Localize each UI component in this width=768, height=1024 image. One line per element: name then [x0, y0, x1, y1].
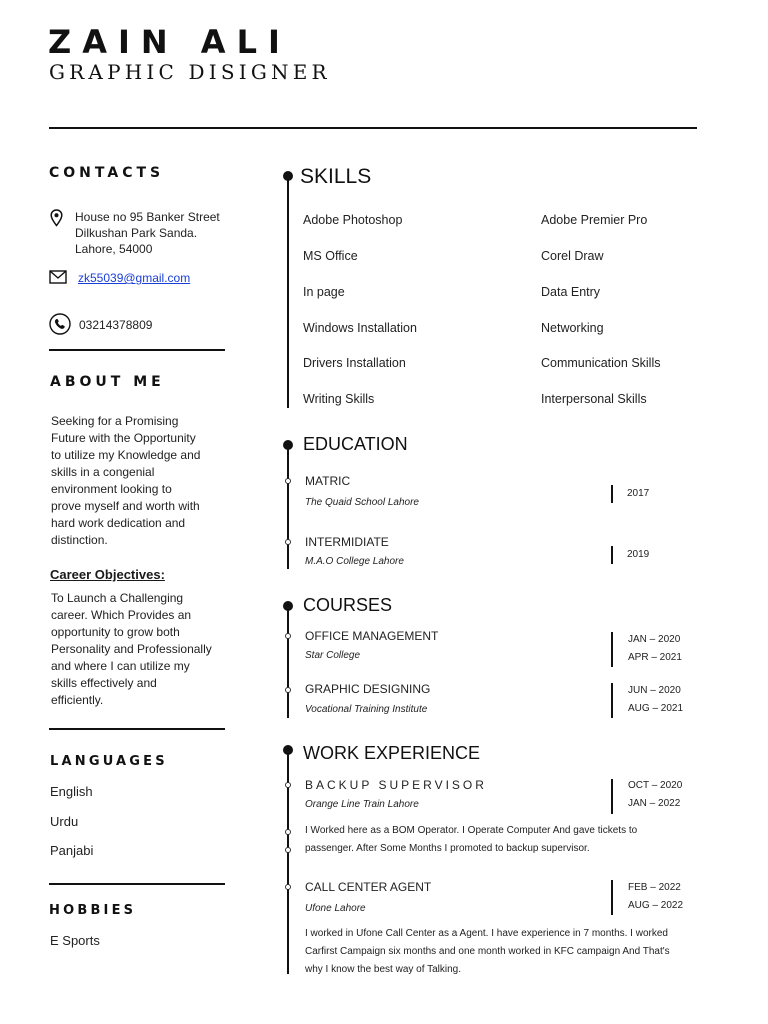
objectives-line: Personality and Professionally: [51, 642, 212, 656]
timeline-node: [285, 782, 291, 788]
address: [75, 209, 220, 257]
objectives-title: Career Objectives:: [50, 567, 165, 582]
job-company: Orange Line Train Lahore: [305, 799, 419, 810]
job-start-date: OCT – 2020: [628, 780, 683, 791]
skill-item: Interpersonal Skills: [541, 392, 647, 406]
timeline-node: [285, 478, 291, 484]
objectives-text: [51, 590, 212, 709]
about-line: prove myself and worth with: [51, 499, 200, 513]
job-end-date: JAN – 2022: [628, 798, 681, 809]
course-start-date: JUN – 2020: [628, 685, 681, 696]
objectives-line: skills effectively and: [51, 676, 157, 690]
skill-item: Adobe Photoshop: [303, 213, 403, 227]
about-line: hard work dedication and: [51, 516, 186, 530]
left-divider: [49, 883, 225, 885]
course-institute: Vocational Training Institute: [305, 704, 428, 715]
language-item: Panjabi: [50, 843, 94, 858]
about-text: [51, 413, 200, 549]
timeline-node: [285, 884, 291, 890]
mail-icon: [49, 270, 67, 284]
work-title: WORK EXPERIENCE: [303, 743, 481, 763]
location-pin-icon: [50, 209, 63, 227]
timeline-node: [285, 847, 291, 853]
address-line: Dilkushan Park Sanda.: [75, 226, 198, 240]
address-line: House no 95 Banker Street: [75, 210, 220, 224]
job-description-line: Carfirst Campaign six months and one month worked in KFC campaign And That's: [305, 946, 670, 957]
hobbies-title: HOBBIES: [49, 903, 137, 918]
languages-title: LANGUAGES: [50, 754, 168, 769]
job-description-line: I Worked here as a BOM Operator. I Operate Computer And gave tickets to: [305, 825, 638, 836]
about-line: environment looking to: [51, 482, 172, 496]
education-degree: INTERMIDIATE: [305, 535, 389, 549]
date-separator: [611, 880, 613, 915]
header-divider: [49, 127, 697, 129]
skills-title: SKILLS: [300, 165, 372, 188]
objectives-line: efficiently.: [51, 693, 104, 707]
course-name: OFFICE MANAGEMENT: [305, 629, 439, 643]
hobby-item: E Sports: [50, 933, 100, 948]
contacts-title: CONTACTS: [49, 165, 165, 181]
course-name: GRAPHIC DESIGNING: [305, 682, 431, 696]
job-description: [305, 925, 670, 979]
email-link[interactable]: zk55039@gmail.com: [78, 271, 191, 285]
date-separator: [611, 546, 613, 564]
education-year: 2019: [627, 549, 650, 560]
timeline-node: [285, 687, 291, 693]
name-heading: ZAIN ALI: [48, 23, 291, 61]
objectives-line: To Launch a Challenging: [51, 591, 184, 605]
job-company: Ufone Lahore: [305, 903, 366, 914]
course-start-date: JAN – 2020: [628, 634, 681, 645]
timeline-line: [287, 176, 289, 408]
timeline-line: [287, 445, 289, 569]
skill-item: Adobe Premier Pro: [541, 213, 648, 227]
course-institute: Star College: [305, 650, 361, 661]
education-school: M.A.O College Lahore: [305, 556, 404, 567]
date-separator: [611, 683, 613, 718]
job-description-line: why I know the best way of Talking.: [305, 964, 462, 975]
phone-number: 03214378809: [79, 318, 153, 332]
skill-item: Communication Skills: [541, 356, 661, 370]
timeline-node: [285, 829, 291, 835]
skill-item: Corel Draw: [541, 249, 604, 263]
about-line: to utilize my Knowledge and: [51, 448, 201, 462]
job-description-line: I worked in Ufone Call Center as a Agent. I have experience in 7 months. I worked: [305, 928, 668, 939]
courses-title: COURSES: [303, 595, 393, 615]
skill-item: Writing Skills: [303, 392, 375, 406]
about-line: skills in a congenial: [51, 465, 155, 479]
left-divider: [49, 349, 225, 351]
job-title: CALL CENTER AGENT: [305, 880, 432, 894]
skill-item: In page: [303, 285, 345, 299]
about-line: distinction.: [51, 533, 108, 547]
skill-item: Windows Installation: [303, 321, 417, 335]
about-line: Seeking for a Promising: [51, 414, 179, 428]
timeline-node: [285, 633, 291, 639]
skill-item: Networking: [541, 321, 604, 335]
education-year: 2017: [627, 488, 650, 499]
role-heading: GRAPHIC DISIGNER: [49, 60, 331, 84]
language-item: English: [50, 784, 93, 799]
job-description-line: passenger. After Some Months I promoted to backup supervisor.: [305, 843, 590, 854]
about-line: Future with the Opportunity: [51, 431, 196, 445]
about-title: ABOUT ME: [50, 374, 165, 390]
timeline-line: [287, 606, 289, 718]
job-end-date: AUG – 2022: [628, 900, 684, 911]
education-school: The Quaid School Lahore: [305, 497, 419, 508]
skill-item: Drivers Installation: [303, 356, 406, 370]
timeline-node: [285, 539, 291, 545]
date-separator: [611, 779, 613, 814]
job-title: BACKUP SUPERVISOR: [305, 778, 487, 792]
date-separator: [611, 485, 613, 503]
course-end-date: APR – 2021: [628, 652, 682, 663]
course-end-date: AUG – 2021: [628, 703, 684, 714]
education-degree: MATRIC: [305, 474, 351, 488]
phone-icon: [49, 313, 71, 335]
skill-item: MS Office: [303, 249, 358, 263]
date-separator: [611, 632, 613, 667]
address-line: Lahore, 54000: [75, 242, 153, 256]
left-divider: [49, 728, 225, 730]
job-description: [305, 822, 637, 858]
language-item: Urdu: [50, 814, 79, 829]
job-start-date: FEB – 2022: [628, 882, 681, 893]
objectives-line: opportunity to grow both: [51, 625, 180, 639]
objectives-line: career. Which Provides an: [51, 608, 192, 622]
education-title: EDUCATION: [303, 434, 408, 454]
skill-item: Data Entry: [541, 285, 601, 299]
objectives-line: and where I can utilize my: [51, 659, 190, 673]
